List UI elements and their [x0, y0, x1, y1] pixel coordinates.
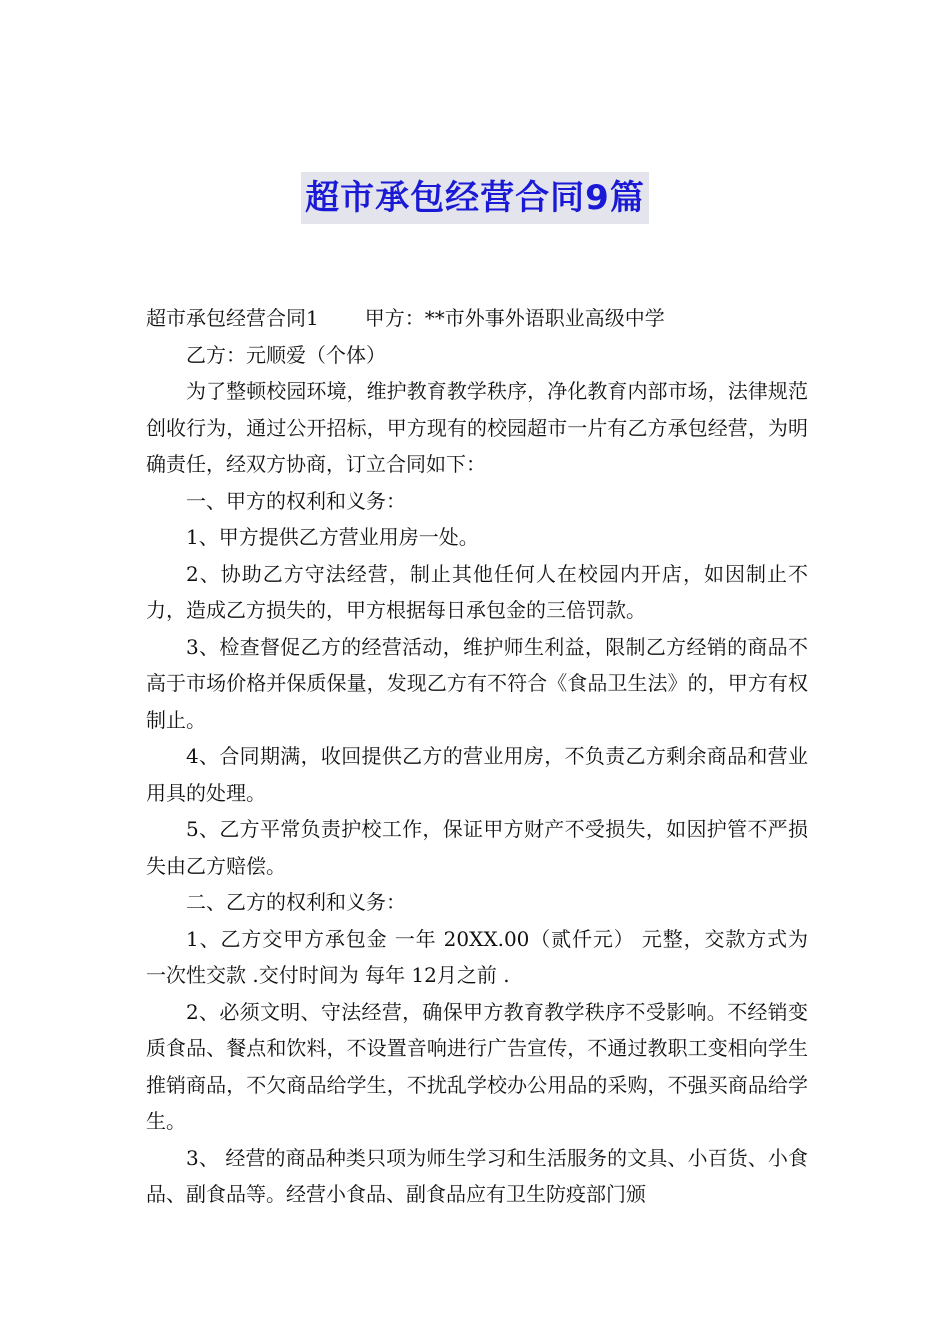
section-heading-party-a: 一、甲方的权利和义务： [186, 488, 406, 513]
document-title: 超市承包经营合同9篇 [301, 172, 649, 224]
paragraph-a-5: 5、乙方平常负责护校工作，保证甲方财产不受损失，如因护管不严损失由乙方赔偿。 [146, 817, 808, 878]
paragraph-a-2: 2、协助乙方守法经营，制止其他任何人在校园内开店，如因制止不力，造成乙方损失的，甲方根据每日承包金的三倍罚款。 [146, 561, 808, 622]
paragraph-a-3: 3、检查督促乙方的经营活动，维护师生利益，限制乙方经销的商品不高于市场价格并保质保量，发现乙方有不符合《食品卫生法》的，甲方有权制止。 [146, 634, 808, 732]
paragraph-a-4: 4、合同期满，收回提供乙方的营业用房，不负责乙方剩余商品和营业用具的处理。 [146, 744, 808, 805]
party-a: 甲方：**市外事外语职业高级中学 [364, 306, 665, 330]
document-body [146, 300, 808, 1213]
paragraph-b-1: 1、乙方交甲方承包金 一年 20XX.00（贰仟元） 元整，交款方式为 一次性交款 .交付时间为 每年 12月之前 . [146, 926, 808, 987]
paragraph-b-2: 2、必须文明、守法经营，确保甲方教育教学秩序不受影响。不经销变质食品、餐点和饮料，不设置音响进行广告宣传，不通过教职工变相向学生推销商品，不欠商品给学生，不扰乱学校办公用品的采购，不强买商品给学生。 [146, 999, 808, 1133]
contract-name: 超市承包经营合同1 [146, 306, 319, 330]
title-block [0, 172, 950, 224]
section-heading-party-b: 二、乙方的权利和义务： [186, 890, 406, 914]
paragraph-party-b: 乙方：元顺爱（个体） [186, 342, 386, 367]
heading-line [146, 300, 808, 337]
paragraph-intro: 为了整顿校园环境，维护教育教学秩序，净化教育内部市场，法律规范创收行为，通过公开招标，甲方现有的校园超市一片有乙方承包经营，为明确责任，经双方协商，订立合同如下： [146, 379, 808, 476]
paragraph-b-3: 3、 经营的商品种类只项为师生学习和生活服务的文具、小百货、小食品、副食品等。经营小食品、副食品应有卫生防疫部门颁 [146, 1145, 808, 1206]
paragraph-a-1: 1、甲方提供乙方营业用房一处。 [186, 525, 479, 549]
